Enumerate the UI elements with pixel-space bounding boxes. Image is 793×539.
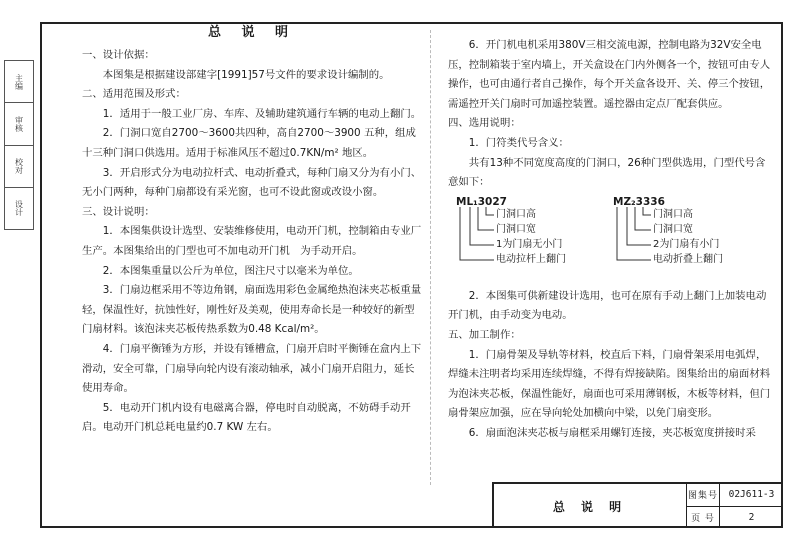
paragraph: 共有13种不同宽度高度的门洞口，26种门型供选用，门型代号含意如下： (448, 156, 766, 189)
right-column (448, 36, 773, 444)
atlas-number-row (687, 484, 783, 507)
page-title: 总 说 明 (207, 25, 297, 40)
atlas-number-value: 02J611-3 (728, 489, 775, 501)
page-number-label: 页 号 (687, 507, 720, 529)
paragraph: 5．电动开门机内设有电磁离合器，停电时自动脱离，不妨碍手动开启。电动开门机总耗电量约0.7 KW 左右。 (82, 401, 411, 434)
paragraph: 本图集是根据建设部建字[1991]57号文件的要求设计编制的。 (102, 68, 390, 81)
paragraph: 2．本图集可供新建设计选用，也可在原有手动上翻门上加装电动开门机，由手动变为电动。 (448, 289, 767, 322)
door-code-diagram-a (456, 195, 606, 283)
page-number-value: 2 (748, 511, 755, 523)
page-number-row (687, 507, 783, 529)
title-block-meta (687, 484, 783, 528)
paragraph: 3．门扇边框采用不等边角钢，扇面选用彩色金属绝热泡沫夹芯板重量轻，保温性好，抗蚀性好，刚性好及美观，使用寿命长是一种较好的新型门扇材料。该泡沫夹芯板传热系数为0.48 Kcal/m²。 (82, 284, 422, 336)
paragraph: 3．开启形式分为电动拉杆式、电动折叠式，每种门扇又分为有小门、无小门两种，每种门扇都设有采光窗，也可不设此窗或改设小窗。 (82, 166, 422, 199)
paragraph: 1．适用于一般工业厂房、车库、及辅助建筑通行车辆的电动上翻门。 (102, 107, 422, 120)
code-leader-lines (456, 205, 498, 285)
code-meaning: 门洞口高 (496, 208, 536, 220)
door-code: ML₁3027 (456, 195, 507, 208)
approval-cell: 主编 (5, 61, 33, 103)
paragraph: 2．本图集重量以公斤为单位，图注尺寸以毫米为单位。 (102, 264, 359, 277)
approval-cell: 审核 (5, 103, 33, 145)
section-heading: 二、适用范围及形式： (82, 88, 186, 101)
code-meaning: 门洞口高 (653, 208, 693, 220)
section-heading: 三、设计说明： (82, 205, 155, 218)
code-meaning: 电动折叠上翻门 (653, 253, 723, 265)
code-meaning: 门洞口宽 (653, 223, 693, 235)
section-heading: 四、选用说明： (448, 117, 521, 130)
title-block-name: 总 说 明 (494, 484, 687, 528)
paragraph: 2．门洞口宽自2700～3600共四种，高自2700～3900 五种，组成十三种门洞口供选用。适用于标准风压不超过0.7KN/m² 地区。 (82, 127, 416, 159)
paragraph: 1．本图集供设计选型、安装维修使用，电动开门机，控制箱由专业厂生产。本图集给出的门型也可不加电动开门机 为手动开启。 (82, 225, 422, 257)
paragraph: 4．门扇平衡锤为方形，并设有锤槽盒，门扇开启时平衡锤在盒内上下滑动，安全可靠，门扇导向轮内设有滚动轴承，减小门扇开启阻力，延长使用寿命。 (82, 342, 422, 395)
door-code: MZ₂3336 (613, 195, 665, 208)
code-meaning: 电动拉杆上翻门 (496, 253, 566, 265)
approval-cell: 设计 (14, 200, 24, 217)
code-meaning: 门洞口宽 (496, 223, 536, 235)
section-heading: 五、加工制作： (448, 328, 521, 341)
left-column (82, 25, 422, 438)
title-block (492, 482, 783, 528)
section-heading: 一、设计依据： (82, 49, 155, 61)
paragraph: 6．开门机电机采用380V三相交流电源，控制电路为32V安全电压，控制箱装于室内墙上，开关盒设在门内外侧各一个，按钮可由专人操作，也可由通行者自己操作，每个开关盒各设开、关、停三个按钮，需遥控开关门扇时可加遥控装置。遥控器由定点厂配套供应。 (448, 39, 771, 110)
door-code-diagram-b (613, 195, 763, 283)
approval-strip (4, 60, 34, 230)
column-divider (430, 30, 431, 485)
atlas-number-label: 图集号 (687, 484, 720, 506)
approval-cell: 校对 (5, 146, 33, 188)
door-code-diagrams (448, 195, 773, 283)
paragraph: 1．门扇骨架及导轨等材料，校直后下料，门扇骨架采用电弧焊，焊缝未注明者均采用连续焊缝，不得有焊接缺陷。图集给出的扇面材料为泡沫夹芯板，保温性能好，扇面也可采用薄钢板，木板等材料，但门扇骨架应加强，应在导向轮处加横向中梁，以免门扇变形。 (448, 348, 771, 420)
code-meaning: 2为门扇有小门 (653, 238, 720, 250)
paragraph: 1．门符类代号含义： (468, 136, 569, 149)
paragraph: 6．扇面泡沫夹芯板与扇框采用螺钉连接，夹芯板宽度拼接时采 (468, 426, 756, 439)
code-meaning: 1为门扇无小门 (496, 238, 563, 250)
code-leader-lines (613, 205, 655, 285)
